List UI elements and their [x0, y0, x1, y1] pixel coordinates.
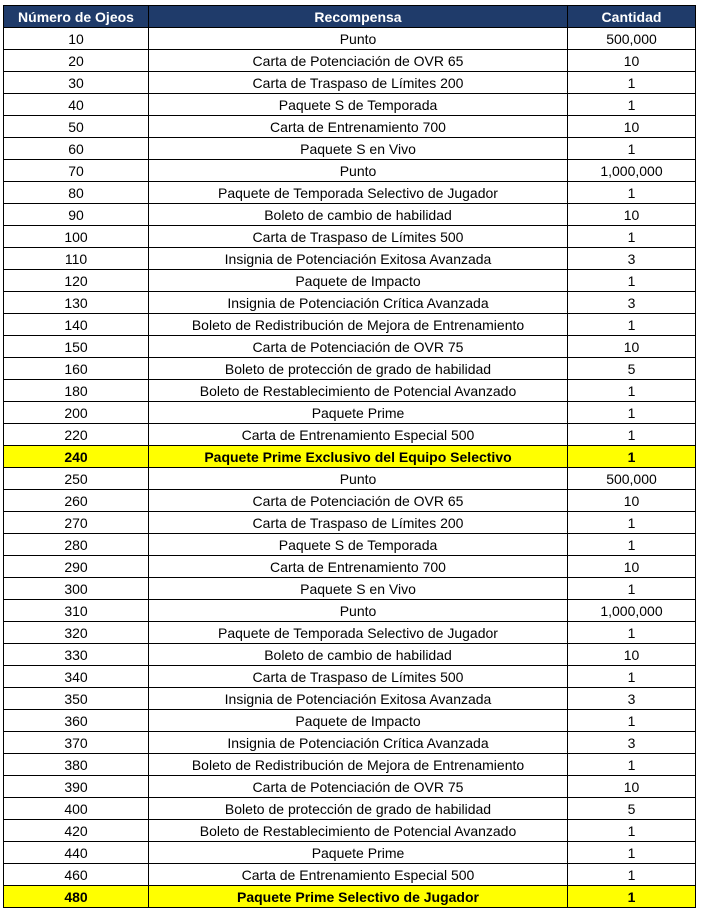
cell-recompensa: Boleto de Redistribución de Mejora de Entrenamiento [149, 314, 568, 336]
cell-numero-ojeos: 440 [4, 842, 149, 864]
cell-numero-ojeos: 360 [4, 710, 149, 732]
cell-recompensa: Insignia de Potenciación Exitosa Avanzada [149, 688, 568, 710]
header-numero-ojeos: Número de Ojeos [4, 6, 149, 28]
cell-numero-ojeos: 40 [4, 94, 149, 116]
cell-numero-ojeos: 370 [4, 732, 149, 754]
table-row [4, 72, 696, 94]
cell-recompensa: Paquete S de Temporada [149, 534, 568, 556]
cell-numero-ojeos: 300 [4, 578, 149, 600]
cell-recompensa: Punto [149, 28, 568, 50]
cell-cantidad: 10 [568, 336, 696, 358]
table-row [4, 358, 696, 380]
cell-cantidad: 500,000 [568, 28, 696, 50]
cell-cantidad: 1 [568, 842, 696, 864]
cell-cantidad: 10 [568, 204, 696, 226]
cell-cantidad: 1 [568, 820, 696, 842]
cell-recompensa: Carta de Traspaso de Límites 500 [149, 226, 568, 248]
cell-numero-ojeos: 340 [4, 666, 149, 688]
cell-cantidad: 1 [568, 578, 696, 600]
table-row [4, 248, 696, 270]
cell-numero-ojeos: 480 [4, 886, 149, 908]
cell-cantidad: 1 [568, 138, 696, 160]
table-row [4, 886, 696, 908]
cell-cantidad: 1 [568, 182, 696, 204]
cell-numero-ojeos: 70 [4, 160, 149, 182]
table-row [4, 226, 696, 248]
table-row [4, 600, 696, 622]
cell-numero-ojeos: 120 [4, 270, 149, 292]
table-row [4, 820, 696, 842]
cell-recompensa: Punto [149, 468, 568, 490]
cell-recompensa: Paquete S en Vivo [149, 138, 568, 160]
table-row [4, 622, 696, 644]
cell-numero-ojeos: 130 [4, 292, 149, 314]
cell-numero-ojeos: 310 [4, 600, 149, 622]
cell-cantidad: 5 [568, 798, 696, 820]
table-row [4, 798, 696, 820]
cell-recompensa: Carta de Entrenamiento Especial 500 [149, 424, 568, 446]
cell-numero-ojeos: 400 [4, 798, 149, 820]
table-row [4, 116, 696, 138]
cell-numero-ojeos: 110 [4, 248, 149, 270]
table-row [4, 160, 696, 182]
cell-recompensa: Carta de Potenciación de OVR 75 [149, 336, 568, 358]
cell-cantidad: 10 [568, 50, 696, 72]
cell-numero-ojeos: 330 [4, 644, 149, 666]
cell-cantidad: 10 [568, 776, 696, 798]
cell-recompensa: Carta de Potenciación de OVR 65 [149, 50, 568, 72]
cell-recompensa: Paquete de Impacto [149, 710, 568, 732]
cell-cantidad: 5 [568, 358, 696, 380]
cell-recompensa: Insignia de Potenciación Crítica Avanzada [149, 292, 568, 314]
cell-numero-ojeos: 460 [4, 864, 149, 886]
table-row [4, 578, 696, 600]
cell-cantidad: 10 [568, 556, 696, 578]
cell-numero-ojeos: 250 [4, 468, 149, 490]
cell-numero-ojeos: 380 [4, 754, 149, 776]
cell-cantidad: 3 [568, 732, 696, 754]
cell-numero-ojeos: 270 [4, 512, 149, 534]
cell-numero-ojeos: 90 [4, 204, 149, 226]
cell-numero-ojeos: 30 [4, 72, 149, 94]
cell-numero-ojeos: 280 [4, 534, 149, 556]
cell-cantidad: 1 [568, 270, 696, 292]
cell-recompensa: Carta de Traspaso de Límites 200 [149, 72, 568, 94]
cell-cantidad: 10 [568, 490, 696, 512]
cell-cantidad: 500,000 [568, 468, 696, 490]
table-row [4, 688, 696, 710]
cell-numero-ojeos: 390 [4, 776, 149, 798]
cell-numero-ojeos: 320 [4, 622, 149, 644]
table-row [4, 446, 696, 468]
cell-cantidad: 1 [568, 622, 696, 644]
cell-cantidad: 1 [568, 666, 696, 688]
table-row [4, 732, 696, 754]
cell-numero-ojeos: 140 [4, 314, 149, 336]
cell-cantidad: 1 [568, 380, 696, 402]
cell-numero-ojeos: 60 [4, 138, 149, 160]
cell-recompensa: Paquete S de Temporada [149, 94, 568, 116]
table-row [4, 50, 696, 72]
cell-numero-ojeos: 20 [4, 50, 149, 72]
table-row [4, 28, 696, 50]
cell-cantidad: 1 [568, 226, 696, 248]
table-body [4, 28, 696, 908]
table-row [4, 534, 696, 556]
table-row [4, 512, 696, 534]
cell-recompensa: Carta de Traspaso de Límites 200 [149, 512, 568, 534]
cell-cantidad: 1,000,000 [568, 600, 696, 622]
table-row [4, 490, 696, 512]
cell-cantidad: 1 [568, 886, 696, 908]
cell-numero-ojeos: 50 [4, 116, 149, 138]
cell-numero-ojeos: 290 [4, 556, 149, 578]
cell-recompensa: Paquete de Impacto [149, 270, 568, 292]
cell-cantidad: 10 [568, 644, 696, 666]
cell-cantidad: 1 [568, 94, 696, 116]
cell-cantidad: 1 [568, 534, 696, 556]
cell-numero-ojeos: 80 [4, 182, 149, 204]
cell-numero-ojeos: 150 [4, 336, 149, 358]
table-row [4, 138, 696, 160]
table-row [4, 292, 696, 314]
table-row [4, 182, 696, 204]
header-cantidad: Cantidad [568, 6, 696, 28]
cell-cantidad: 1 [568, 512, 696, 534]
cell-recompensa: Paquete de Temporada Selectivo de Jugador [149, 182, 568, 204]
table-row [4, 710, 696, 732]
cell-recompensa: Paquete Prime [149, 402, 568, 424]
cell-recompensa: Boleto de Restablecimiento de Potencial Avanzado [149, 380, 568, 402]
table-row [4, 424, 696, 446]
cell-recompensa: Punto [149, 600, 568, 622]
cell-recompensa: Paquete Prime Selectivo de Jugador [149, 886, 568, 908]
cell-numero-ojeos: 10 [4, 28, 149, 50]
cell-recompensa: Carta de Potenciación de OVR 65 [149, 490, 568, 512]
cell-cantidad: 3 [568, 248, 696, 270]
cell-numero-ojeos: 220 [4, 424, 149, 446]
cell-numero-ojeos: 160 [4, 358, 149, 380]
cell-recompensa: Boleto de Redistribución de Mejora de Entrenamiento [149, 754, 568, 776]
table-row [4, 402, 696, 424]
cell-cantidad: 1,000,000 [568, 160, 696, 182]
cell-recompensa: Punto [149, 160, 568, 182]
table-row [4, 94, 696, 116]
cell-cantidad: 1 [568, 864, 696, 886]
cell-recompensa: Paquete de Temporada Selectivo de Jugador [149, 622, 568, 644]
cell-cantidad: 1 [568, 402, 696, 424]
table-row [4, 644, 696, 666]
cell-recompensa: Boleto de cambio de habilidad [149, 644, 568, 666]
cell-recompensa: Boleto de Restablecimiento de Potencial Avanzado [149, 820, 568, 842]
cell-cantidad: 10 [568, 116, 696, 138]
cell-recompensa: Carta de Potenciación de OVR 75 [149, 776, 568, 798]
cell-cantidad: 1 [568, 72, 696, 94]
cell-recompensa: Carta de Entrenamiento 700 [149, 556, 568, 578]
cell-numero-ojeos: 420 [4, 820, 149, 842]
cell-cantidad: 3 [568, 688, 696, 710]
table-row [4, 380, 696, 402]
cell-recompensa: Boleto de protección de grado de habilidad [149, 798, 568, 820]
cell-numero-ojeos: 100 [4, 226, 149, 248]
cell-cantidad: 1 [568, 446, 696, 468]
table-row [4, 468, 696, 490]
cell-cantidad: 1 [568, 424, 696, 446]
cell-recompensa: Insignia de Potenciación Crítica Avanzada [149, 732, 568, 754]
table-row [4, 556, 696, 578]
cell-numero-ojeos: 350 [4, 688, 149, 710]
cell-recompensa: Carta de Entrenamiento 700 [149, 116, 568, 138]
cell-numero-ojeos: 200 [4, 402, 149, 424]
cell-recompensa: Boleto de protección de grado de habilidad [149, 358, 568, 380]
cell-cantidad: 1 [568, 314, 696, 336]
cell-recompensa: Boleto de cambio de habilidad [149, 204, 568, 226]
rewards-table [3, 5, 696, 908]
cell-recompensa: Carta de Traspaso de Límites 500 [149, 666, 568, 688]
cell-cantidad: 3 [568, 292, 696, 314]
cell-recompensa: Carta de Entrenamiento Especial 500 [149, 864, 568, 886]
cell-numero-ojeos: 240 [4, 446, 149, 468]
cell-recompensa: Paquete Prime [149, 842, 568, 864]
cell-cantidad: 1 [568, 754, 696, 776]
cell-numero-ojeos: 180 [4, 380, 149, 402]
table-row [4, 666, 696, 688]
table-row [4, 754, 696, 776]
table-row [4, 270, 696, 292]
header-recompensa: Recompensa [149, 6, 568, 28]
cell-recompensa: Paquete S en Vivo [149, 578, 568, 600]
table-row [4, 336, 696, 358]
table-row [4, 314, 696, 336]
cell-numero-ojeos: 260 [4, 490, 149, 512]
table-row [4, 204, 696, 226]
table-row [4, 776, 696, 798]
table-row [4, 864, 696, 886]
cell-recompensa: Insignia de Potenciación Exitosa Avanzada [149, 248, 568, 270]
cell-cantidad: 1 [568, 710, 696, 732]
cell-recompensa: Paquete Prime Exclusivo del Equipo Selectivo [149, 446, 568, 468]
table-header-row [4, 6, 696, 28]
table-row [4, 842, 696, 864]
